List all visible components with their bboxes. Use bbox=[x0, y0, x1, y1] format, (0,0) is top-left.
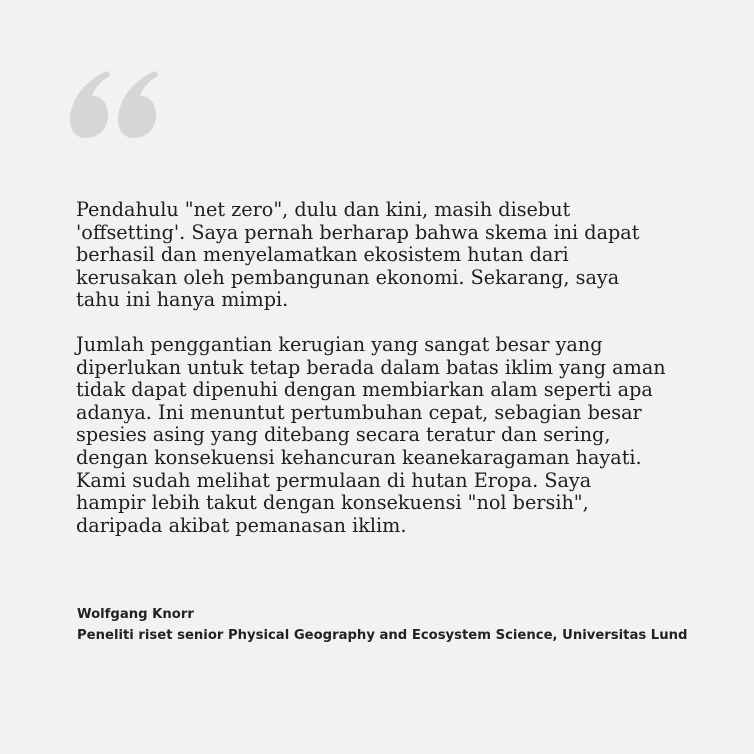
quote-line: kerusakan oleh pembangunan ekonomi. Sekarang, saya bbox=[76, 265, 620, 289]
quote-paragraph-2 bbox=[76, 334, 696, 537]
quote-line: Jumlah penggantian kerugian yang sangat besar yang bbox=[76, 332, 603, 356]
quote-paragraph-1 bbox=[76, 199, 696, 312]
quote-line: Kami sudah melihat permulaan di hutan Eropa. Saya bbox=[76, 468, 592, 492]
quote-mark-right bbox=[118, 71, 158, 138]
quote-line: dengan konsekuensi kehancuran keanekaragaman hayati. bbox=[76, 445, 642, 469]
author-name: Wolfgang Knorr bbox=[77, 607, 194, 622]
quote-line: adanya. Ini menuntut pertumbuhan cepat, sebagian besar bbox=[76, 400, 642, 424]
quote-line: hampir lebih takut dengan konsekuensi "nol bersih", bbox=[76, 491, 589, 515]
quote-mark-left bbox=[70, 71, 110, 138]
quote-line: diperlukan untuk tetap berada dalam batas iklim yang aman bbox=[76, 355, 666, 379]
quote-text bbox=[76, 199, 696, 559]
opening-double-quote-icon bbox=[68, 40, 160, 144]
quote-line: daripada akibat pemanasan iklim. bbox=[76, 513, 407, 537]
attribution bbox=[77, 604, 687, 646]
quote-line: spesies asing yang ditebang secara teratur dan sering, bbox=[76, 423, 611, 447]
quote-line: tahu ini hanya mimpi. bbox=[76, 288, 289, 312]
quote-line: Pendahulu "net zero", dulu dan kini, masih disebut bbox=[76, 198, 571, 221]
quote-line: tidak dapat dipenuhi dengan membiarkan alam seperti apa bbox=[76, 378, 653, 402]
quote-line: berhasil dan menyelamatkan ekosistem hutan dari bbox=[76, 243, 569, 267]
author-role: Peneliti riset senior Physical Geography and Ecosystem Science, Universitas Lund bbox=[77, 628, 688, 643]
quote-line: 'offsetting'. Saya pernah berharap bahwa skema ini dapat bbox=[76, 220, 640, 244]
